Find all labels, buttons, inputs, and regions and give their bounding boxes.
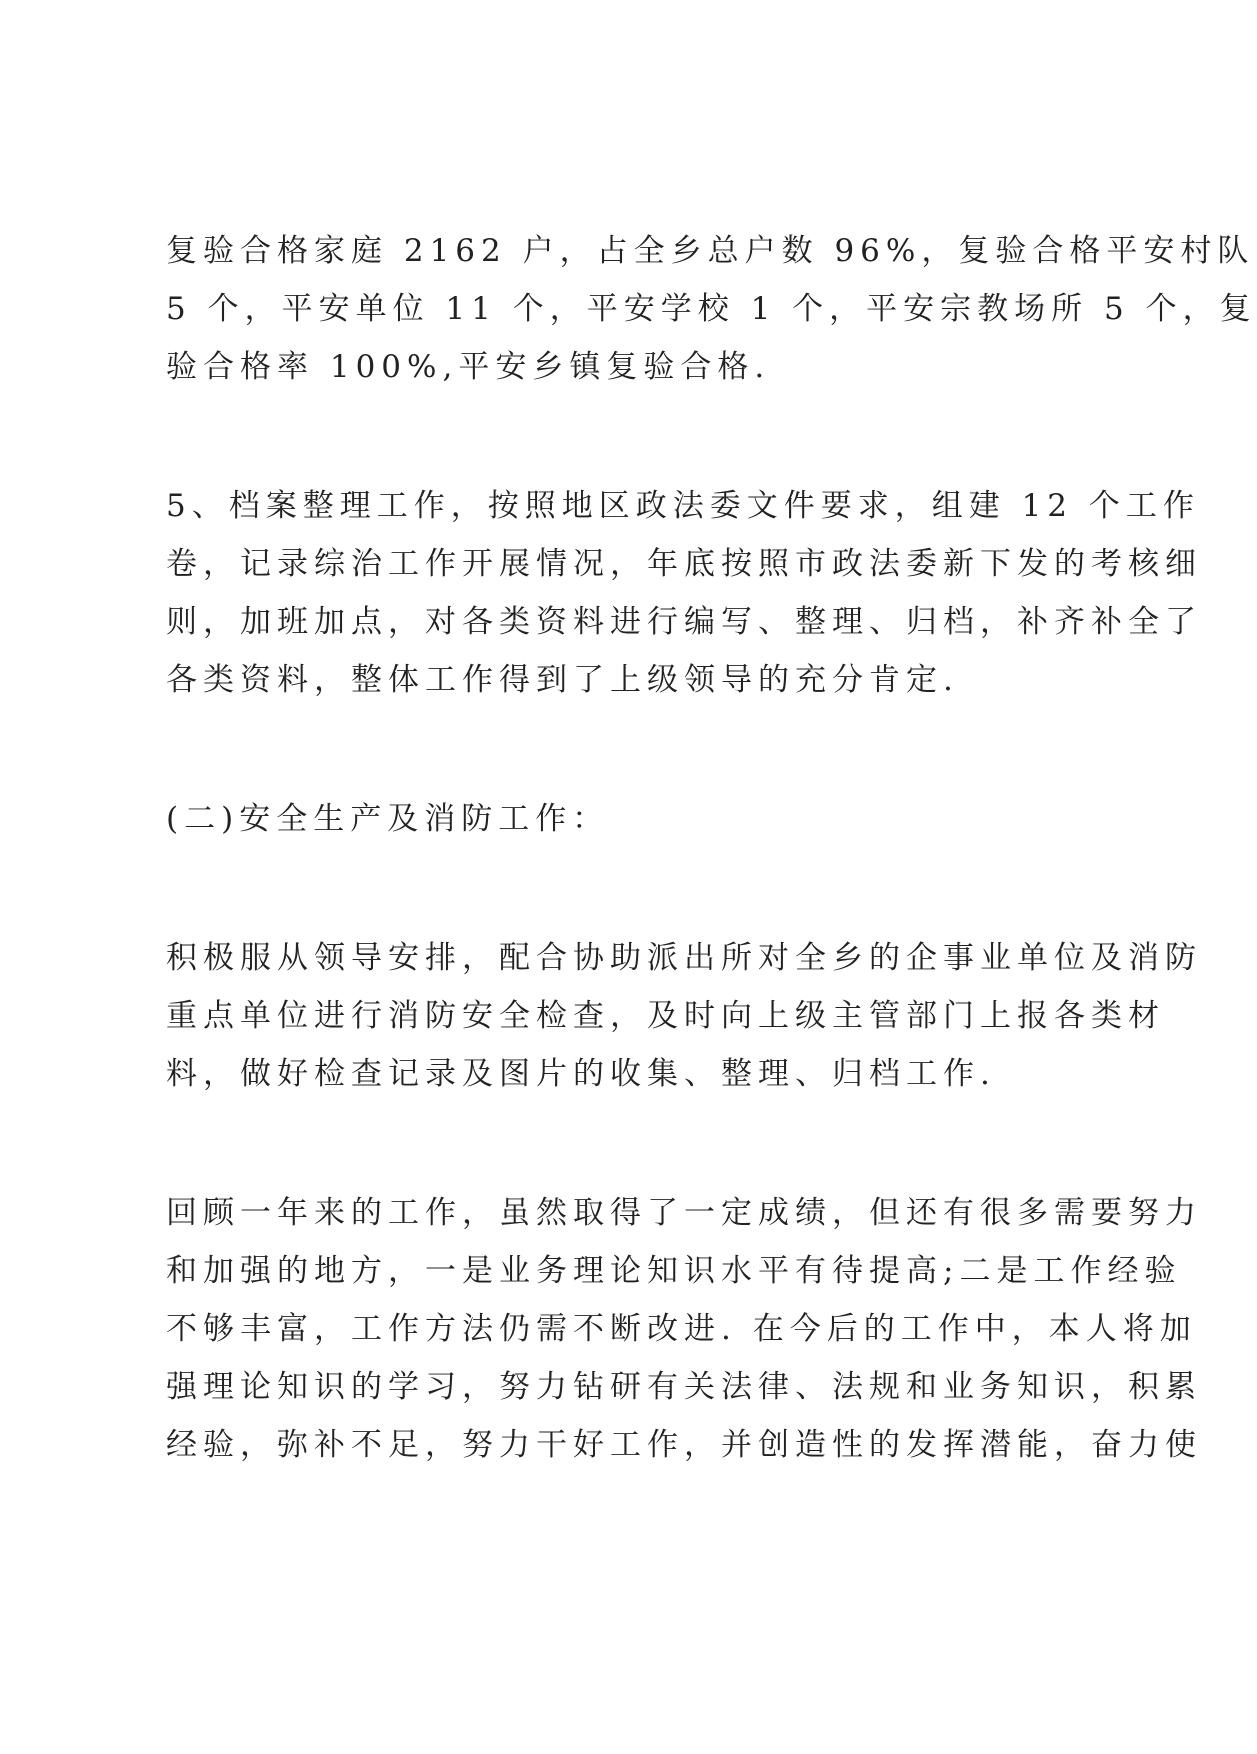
text-line: 复验合格家庭 2162 户，占全乡总户数 96%，复验合格平安村队 [166,233,1255,269]
section-heading-safety [166,790,1106,848]
paragraph-archive-work [166,477,1202,709]
text-line: 5、档案整理工作，按照地区政法委文件要求，组建 12 个工作 [166,488,1200,524]
text-line: 卷，记录综治工作开展情况，年底按照市政法委新下发的考核细 [166,546,1202,582]
paragraph-verification-results [166,222,1257,396]
text-line: 不够丰富，工作方法仍需不断改进. 在今后的工作中，本人将加 [166,1311,1197,1347]
section-heading: (二)安全生产及消防工作： [166,801,610,837]
text-line: 则，加班加点，对各类资料进行编写、整理、归档，补齐补全了 [166,604,1202,640]
text-line: 经验，弥补不足，努力干好工作，并创造性的发挥潜能，奋力使 [166,1427,1202,1463]
text-line: 料，做好检查记录及图片的收集、整理、归档工作. [166,1056,996,1092]
paragraph-review [166,1184,1202,1474]
text-line: 验合格率 100%,平安乡镇复验合格. [166,349,771,385]
document-body [166,222,1257,1555]
paragraph-fire-safety [166,929,1202,1103]
text-line: 重点单位进行消防安全检查，及时向上级主管部门上报各类材 [166,998,1165,1034]
text-line: 强理论知识的学习，努力钻研有关法律、法规和业务知识，积累 [166,1369,1202,1405]
text-line: 积极服从领导安排，配合协助派出所对全乡的企事业单位及消防 [166,940,1202,976]
text-line: 回顾一年来的工作，虽然取得了一定成绩，但还有很多需要努力 [166,1195,1202,1231]
text-line: 和加强的地方，一是业务理论知识水平有待提高;二是工作经验 [166,1253,1182,1289]
text-line: 5 个，平安单位 11 个，平安学校 1 个，平安宗教场所 5 个，复 [166,291,1257,327]
text-line: 各类资料，整体工作得到了上级领导的充分肯定. [166,662,959,698]
